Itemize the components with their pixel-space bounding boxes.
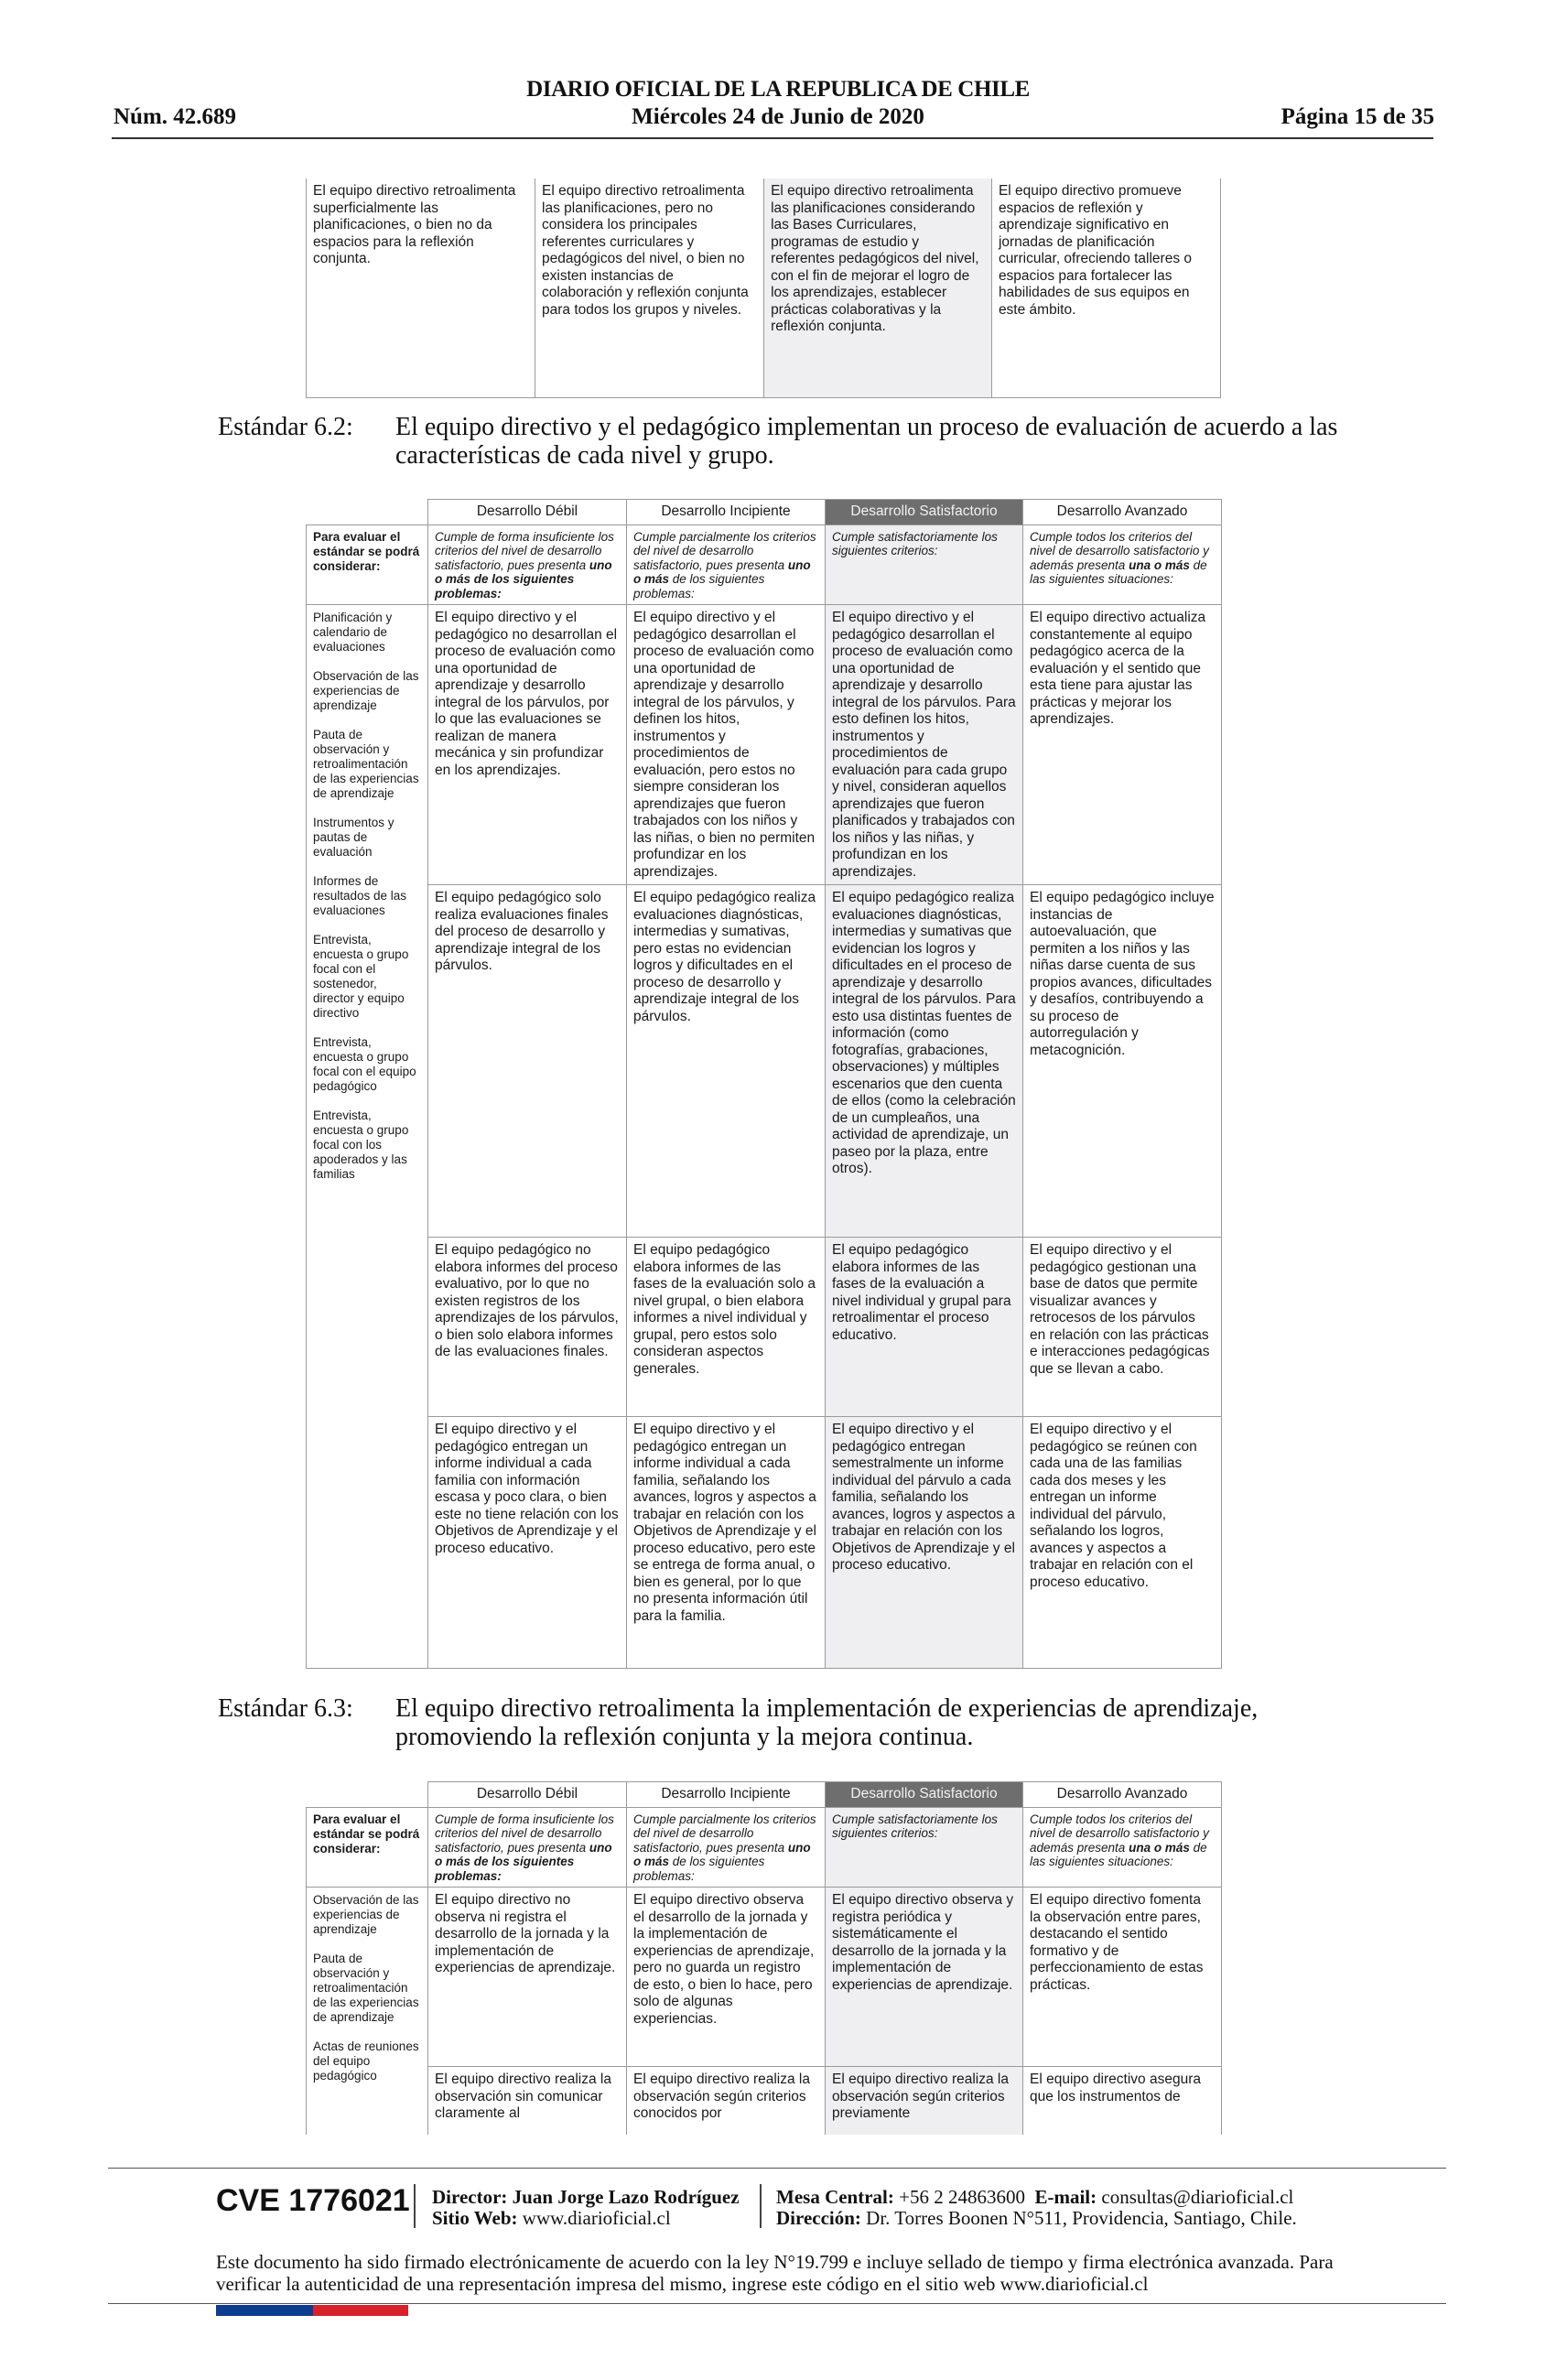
criteria-debil: Cumple de forma insuficiente los criterios del nivel de desarrollo satisfactorio, pues presenta uno o más de los siguientes problemas:	[428, 1807, 627, 1888]
list-item: Instrumentos y pautas de evaluación	[313, 816, 394, 859]
criteria-avanzado: Cumple todos los criterios del nivel de desarrollo satisfactorio y además presenta una o más de las siguientes situaciones:	[1023, 1807, 1222, 1888]
list-item: Entrevista, encuesta o grupo focal con el equipo pedagógico	[313, 1035, 416, 1093]
cell-satisfactorio: El equipo directivo realiza la observación según criterios previamente	[826, 2067, 1023, 2149]
website-line: Sitio Web: www.diarioficial.cl	[432, 2207, 671, 2229]
criteria-row	[307, 525, 1222, 605]
header-debil: Desarrollo Débil	[428, 1782, 627, 1808]
legal-notice: Este documento ha sido firmado electrónicamente de acuerdo con la ley N°19.799 e incluye sellado de tiempo y firma electrónica avanzada. Para verificar la autenticidad de una representación impresa del mismo, ingrese este código en el sitio web www.diarioficial.cl	[216, 2251, 1334, 2295]
cell-debil: El equipo directivo no observa ni registra el desarrollo de la jornada y la implementación de experiencias de aprendizaje.	[428, 1888, 627, 2067]
criteria-label: Para evaluar el estándar se podrá considerar:	[307, 525, 428, 605]
address-line: Dirección: Dr. Torres Boonen N°511, Providencia, Santiago, Chile.	[776, 2207, 1297, 2229]
header-avanzado: Desarrollo Avanzado	[1023, 500, 1222, 525]
cell-satisfactorio: El equipo pedagógico realiza evaluaciones diagnósticas, intermedias y sumativas que evidencian los logros y dificultades en el proceso de aprendizaje y desarrollo integral de los párvulos. Para esto usa distintas fuentes de información (como fotografías, grabaciones, observaciones) y múltiples escenarios que den cuenta de ellos (como la celebración de un cumpleaños, una actividad de aprendizaje, un paseo por la plaza, entre otros).	[826, 885, 1023, 1238]
cell-incipiente: El equipo directivo observa el desarrollo de la jornada y la implementación de experiencias de aprendizaje, pero no guarda un registro de esto, o bien lo hace, pero solo de algunas experiencias.	[627, 1888, 826, 2067]
cve-code: CVE 1776021	[216, 2183, 410, 2218]
continued-rubric-table	[306, 178, 1221, 398]
header-divider	[112, 137, 1433, 139]
table-row	[307, 1888, 1222, 2067]
evidence-sources	[307, 605, 428, 1669]
list-item: Informes de resultados de las evaluaciones	[313, 874, 407, 917]
table-row	[307, 885, 1222, 1238]
criteria-incipiente: Cumple parcialmente los criterios del nivel de desarrollo satisfactorio, pues presenta uno o más de los siguientes problemas:	[627, 1807, 826, 1888]
list-item: Entrevista, encuesta o grupo focal con el sostenedor, director y equipo directivo	[313, 933, 409, 1020]
cell-incipiente: El equipo directivo y el pedagógico desarrollan el proceso de evaluación como una oportunidad de aprendizaje y desarrollo integral de los párvulos, y definen los hitos, instrumentos y procedimientos de evaluación, pero estos no siempre consideran los aprendizajes que fueron trabajados con los niños y las niñas, o bien no permiten profundizar en los aprendizajes.	[627, 605, 826, 885]
criteria-satisfactorio: Cumple satisfactoriamente los siguientes criterios:	[826, 1807, 1023, 1888]
cell-debil: El equipo pedagógico solo realiza evaluaciones finales del proceso de desarrollo y aprendizaje integral de los párvulos.	[428, 885, 627, 1238]
table-row	[307, 605, 1222, 885]
footer-separator	[414, 2184, 416, 2228]
footer-divider	[108, 2303, 1446, 2304]
footer-divider	[108, 2168, 1446, 2169]
list-item: Observación de las experiencias de aprendizaje	[313, 669, 419, 712]
standard-63-label: Estándar 6.3:	[218, 1694, 353, 1723]
cell-avanzado: El equipo directivo actualiza constantemente al equipo pedagógico acerca de la evaluación y el sentido que esta tiene para ajustar las prácticas y mejorar los aprendizajes.	[1023, 605, 1222, 885]
header-satisfactorio: Desarrollo Satisfactorio	[826, 500, 1023, 525]
criteria-label: Para evaluar el estándar se podrá considerar:	[307, 1807, 428, 1888]
footer-separator	[760, 2184, 762, 2228]
evidence-sources	[307, 1888, 428, 2149]
standard-62-text: El equipo directivo y el pedagógico implementan un proceso de evaluación de acuerdo a las características de cada nivel y grupo.	[395, 413, 1338, 470]
criteria-row	[307, 1807, 1222, 1888]
cell-incipiente: El equipo directivo realiza la observación según criterios conocidos por	[627, 2067, 826, 2149]
cell-avanzado: El equipo directivo promueve espacios de reflexión y aprendizaje significativo en jornadas de planificación curricular, ofreciendo talleres o espacios para fortalecer las habilidades de sus equipos en este ámbito.	[991, 178, 1220, 398]
header-incipiente: Desarrollo Incipiente	[627, 500, 826, 525]
criteria-satisfactorio: Cumple satisfactoriamente los siguientes criterios:	[826, 525, 1023, 605]
criteria-incipiente: Cumple parcialmente los criterios del nivel de desarrollo satisfactorio, pues presenta uno o más de los siguientes problemas:	[627, 525, 826, 605]
director-line: Director: Juan Jorge Lazo Rodríguez	[432, 2186, 740, 2208]
email-link[interactable]: consultas@diarioficial.cl	[1101, 2186, 1294, 2208]
flag-stripe-red	[313, 2305, 408, 2316]
cell-satisfactorio: El equipo pedagógico elabora informes de las fases de la evaluación a nivel individual y grupal para retroalimentar el proceso educativo.	[826, 1238, 1023, 1417]
cell-debil: El equipo directivo y el pedagógico no desarrollan el proceso de evaluación como una oportunidad de aprendizaje y desarrollo integral de los párvulos, por lo que las evaluaciones se realizan de manera mecánica y sin profundizar en los aprendizajes.	[428, 605, 627, 885]
cell-satisfactorio: El equipo directivo y el pedagógico entregan semestralmente un informe individual del párvulo a cada familia, señalando los avances, logros y aspectos a trabajar en relación con los Objetivos de Aprendizaje y el proceso educativo.	[826, 1417, 1023, 1669]
rubric-table-62	[306, 499, 1222, 1669]
header-row	[307, 500, 1222, 525]
list-item: Entrevista, encuesta o grupo focal con los apoderados y las familias	[313, 1109, 409, 1181]
cell-avanzado: El equipo directivo y el pedagógico gestionan una base de datos que permite visualizar avances y retrocesos de los párvulos en relación con las prácticas e interacciones pedagógicas que se llevan a cabo.	[1023, 1238, 1222, 1417]
cell-incipiente: El equipo pedagógico elabora informes de las fases de la evaluación solo a nivel grupal, o bien elabora informes a nivel individual y grupal, pero estos solo consideran aspectos generales.	[627, 1238, 826, 1417]
header-debil: Desarrollo Débil	[428, 500, 627, 525]
table-row	[307, 178, 1221, 398]
table-row	[307, 1238, 1222, 1417]
cell-debil: El equipo directivo realiza la observación sin comunicar claramente al	[428, 2067, 627, 2149]
cell-debil: El equipo directivo y el pedagógico entregan un informe individual a cada familia con información escasa y poco clara, o bien este no tiene relación con los Objetivos de Aprendizaje y el proceso educativo.	[428, 1417, 627, 1669]
criteria-debil: Cumple de forma insuficiente los criterios del nivel de desarrollo satisfactorio, pues presenta uno o más de los siguientes problemas:	[428, 525, 627, 605]
cell-incipiente: El equipo directivo retroalimenta las planificaciones, pero no considera los principales referentes curriculares y pedagógicos del nivel, o bien no existen instancias de colaboración y reflexión conjunta para todos los grupos y niveles.	[535, 178, 764, 398]
cell-avanzado: El equipo pedagógico incluye instancias de autoevaluación, que permiten a los niños y las niñas darse cuenta de sus propios avances, dificultades y desafíos, contribuyendo a su proceso de autorregulación y metacognición.	[1023, 885, 1222, 1238]
cell-debil: El equipo pedagógico no elabora informes del proceso evaluativo, por lo que no existen registros de los aprendizajes de los párvulos, o bien solo elabora informes de las evaluaciones finales.	[428, 1238, 627, 1417]
list-item: Pauta de observación y retroalimentación de las experiencias de aprendizaje	[313, 1952, 419, 2024]
criteria-avanzado: Cumple todos los criterios del nivel de desarrollo satisfactorio y además presenta una o más de las siguientes situaciones:	[1023, 525, 1222, 605]
cell-satisfactorio: El equipo directivo retroalimenta las planificaciones considerando las Bases Curriculares, programas de estudio y referentes pedagógicos del nivel, con el fin de mejorar el logro de los aprendizajes, establecer prácticas colaborativas y la reflexión conjunta.	[764, 178, 992, 398]
cell-satisfactorio: El equipo directivo y el pedagógico desarrollan el proceso de evaluación como una oportunidad de aprendizaje y desarrollo integral de los párvulos. Para esto definen los hitos, instrumentos y procedimientos de evaluación para cada grupo y nivel, consideran aquellos aprendizajes que fueron planificados y trabajados con los niños y las niñas, y profundizan en los aprendizajes.	[826, 605, 1023, 885]
header-row	[307, 1782, 1222, 1808]
standard-63-text: El equipo directivo retroalimenta la implementación de experiencias de aprendizaje, promoviendo la reflexión conjunta y la mejora continua.	[395, 1694, 1259, 1751]
issue-number: Núm. 42.689	[113, 104, 237, 129]
website-link[interactable]: www.diarioficial.cl	[522, 2207, 671, 2229]
header-incipiente: Desarrollo Incipiente	[627, 1782, 826, 1808]
cell-debil: El equipo directivo retroalimenta superficialmente las planificaciones, o bien no da espacios para la reflexión conjunta.	[307, 178, 535, 398]
cell-avanzado: El equipo directivo fomenta la observación entre pares, destacando el sentido formativo y de perfeccionamiento de estas prácticas.	[1023, 1888, 1222, 2067]
page-number: Página 15 de 35	[1280, 104, 1434, 129]
cell-satisfactorio: El equipo directivo observa y registra periódica y sistemáticamente el desarrollo de la jornada y la implementación de experiencias de aprendizaje.	[826, 1888, 1023, 2067]
page-cut-mask	[293, 2135, 1245, 2171]
cell-incipiente: El equipo pedagógico realiza evaluaciones diagnósticas, intermedias y sumativas, pero estas no evidencian logros y dificultades en el proceso de desarrollo y aprendizaje integral de los párvulos.	[627, 885, 826, 1238]
contact-line: Mesa Central: +56 2 24863600 E-mail: consultas@diarioficial.cl	[776, 2186, 1294, 2208]
newspaper-title: DIARIO OFICIAL DE LA REPUBLICA DE CHILE	[526, 77, 1030, 102]
header-avanzado: Desarrollo Avanzado	[1023, 1782, 1222, 1808]
list-item: Pauta de observación y retroalimentación de las experiencias de aprendizaje	[313, 728, 419, 800]
cell-avanzado: El equipo directivo asegura que los instrumentos de	[1023, 2067, 1222, 2149]
cell-avanzado: El equipo directivo y el pedagógico se reúnen con cada una de las familias cada dos meses y les entregan un informe individual del párvulo, señalando los logros, avances y aspectos a trabajar en relación con el proceso educativo.	[1023, 1417, 1222, 1669]
header-satisfactorio: Desarrollo Satisfactorio	[826, 1782, 1023, 1808]
list-item: Observación de las experiencias de aprendizaje	[313, 1893, 419, 1936]
flag-stripe-blue	[216, 2305, 313, 2316]
cell-incipiente: El equipo directivo y el pedagógico entregan un informe individual a cada familia, señalando los avances, logros y aspectos a trabajar en relación con los Objetivos de Aprendizaje y el proceso educativo, pero este se entrega de forma anual, o bien es general, por lo que no presenta información útil para la familia.	[627, 1417, 826, 1669]
list-item: Planificación y calendario de evaluaciones	[313, 611, 393, 654]
rubric-table-63	[306, 1781, 1222, 2149]
list-item: Actas de reuniones del equipo pedagógico	[313, 2039, 419, 2082]
standard-62-label: Estándar 6.2:	[218, 413, 353, 441]
issue-date: Miércoles 24 de Junio de 2020	[632, 104, 924, 129]
table-row	[307, 1417, 1222, 1669]
